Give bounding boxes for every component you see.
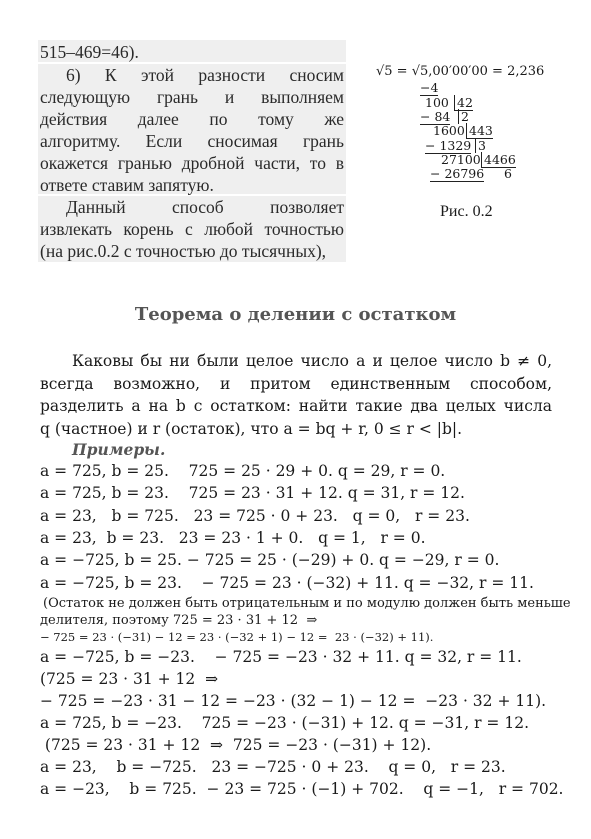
text-line: Каковы бы ни были целое число a и целое число b ≠ 0,	[72, 352, 552, 370]
text-line: 6) К этой разности сносим	[66, 65, 344, 85]
text-line: окажется гранью дробной части, то в	[40, 153, 344, 173]
figure-line: −4	[420, 80, 439, 95]
text-line: действия далее по тому же	[40, 109, 344, 129]
note-line: делителя, поэтому 725 = 23 · 31 + 12 ⇒	[40, 613, 318, 628]
figure-line: 1600	[433, 123, 465, 138]
figure-equation: √5 = √5,00′00′00 = 2,236	[376, 64, 545, 79]
example-line: a = 23, b = 23. 23 = 23 · 1 + 0. q = 1, r = 0.	[40, 529, 426, 547]
figure-caption: Рис. 0.2	[440, 203, 493, 220]
text-line: алгоритму. Если сносимая грань	[40, 131, 344, 151]
text-line: Данный способ позволяет	[66, 197, 344, 217]
example-line: (725 = 23 · 31 + 12 ⇒	[40, 670, 219, 688]
paragraph-step-6	[40, 64, 344, 196]
note-line: (Остаток не должен быть отрицательным и по модулю должен быть меньше	[43, 596, 571, 611]
example-line: a = 23, b = 725. 23 = 725 · 0 + 23. q = 0, r = 23.	[40, 507, 470, 525]
text-line: всегда возможно, и притом единственным способом,	[40, 374, 552, 393]
example-line: a = −725, b = 25. − 725 = 25 · (−29) + 0. q = −29, r = 0.	[40, 551, 500, 569]
example-line: a = −725, b = 23. − 725 = 23 · (−32) + 11. q = −32, r = 11.	[40, 574, 534, 592]
figure-line: 100	[425, 95, 449, 110]
text-line: извлекать корень с любой точностью	[40, 219, 344, 239]
text-line: разделить a на b с остатком: найти такие два целых числа	[40, 397, 552, 415]
theorem-text	[40, 350, 552, 440]
example-line: a = 725, b = 25. 725 = 25 · 29 + 0. q = 29, r = 0.	[40, 462, 446, 480]
text-line: q (частное) и r (остаток), что a = bq + r, 0 ≤ r < |b|.	[40, 419, 463, 438]
figure-line: − 1329	[425, 138, 472, 153]
example-line: a = 23, b = −725. 23 = −725 · 0 + 23. q = 0, r = 23.	[40, 758, 506, 776]
figure-line: 42	[454, 95, 473, 111]
example-line: a = −23, b = 725. − 23 = 725 · (−1) + 702. q = −1, r = 702.	[40, 780, 564, 798]
figure-line: 6	[504, 166, 512, 181]
figure-line: 443	[466, 123, 493, 139]
text-line: (на рис.0.2 с точностью до тысячных),	[40, 241, 327, 261]
example-line: a = −725, b = −23. − 725 = −23 · 32 + 11. q = 32, r = 11.	[40, 648, 522, 666]
examples-label: Примеры.	[72, 440, 166, 459]
paragraph-precision	[40, 196, 344, 262]
example-line: a = 725, b = −23. 725 = −23 · (−31) + 12. q = −31, r = 12.	[40, 714, 529, 732]
figure-line: − 26796	[430, 166, 485, 181]
note-line: − 725 = 23 · (−31) − 12 = 23 · (−32 + 1) − 12 = 23 · (−32) + 11).	[40, 630, 434, 644]
section-title: Теорема о делении с остатком	[134, 304, 457, 325]
figure-line: 4466	[481, 152, 516, 168]
example-line: − 725 = −23 · 31 − 12 = −23 · (32 − 1) − 12 = −23 · 32 + 11).	[40, 692, 547, 710]
example-line: a = 725, b = 23. 725 = 23 · 31 + 12. q = 31, r = 12.	[40, 484, 465, 502]
figure-line: 2	[458, 109, 469, 124]
text-line-0: 515–469=46).	[40, 42, 139, 62]
figure-line: 27100	[441, 152, 481, 167]
example-line: (725 = 23 · 31 + 12 ⇒ 725 = −23 · (−31) + 12).	[40, 736, 432, 754]
figure-line: − 84	[420, 109, 451, 124]
text-line: ответе ставим запятую.	[40, 175, 214, 195]
text-line: следующую грань и выполняем	[40, 87, 344, 107]
figure-line: 3	[475, 138, 486, 153]
